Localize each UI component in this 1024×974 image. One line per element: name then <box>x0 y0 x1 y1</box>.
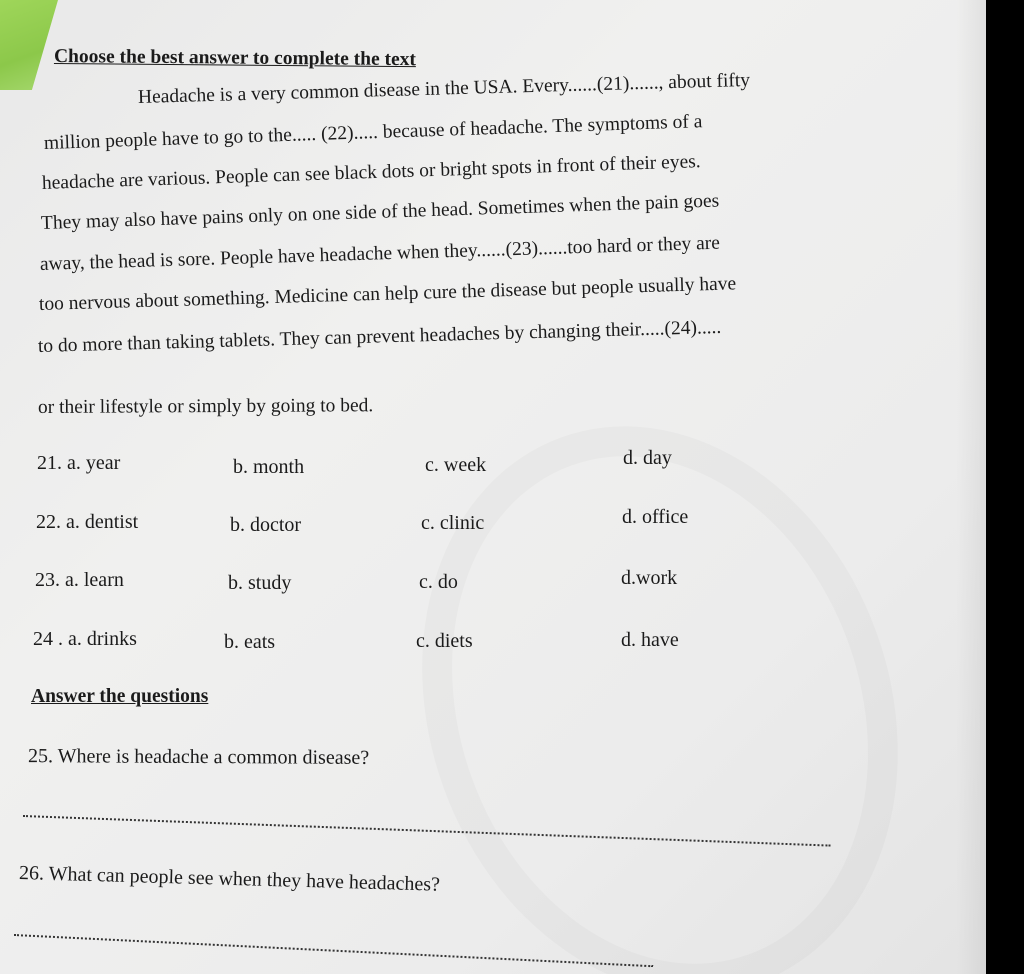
passage-line: away, the head is sore. People have headache when they......(23)......too hard or they are <box>39 232 721 275</box>
option-a: 22. a. dentist <box>36 511 139 533</box>
passage-line: Headache is a very common disease in the USA. Every......(21)......, about fifty <box>137 69 751 108</box>
option-d: d. have <box>621 629 679 651</box>
passage-line: to do more than taking tablets. They can prevent headaches by changing their.....(24)..... <box>37 316 722 357</box>
option-a: 21. a. year <box>37 452 121 474</box>
option-c: c. do <box>419 571 458 593</box>
section-title: Choose the best answer to complete the text <box>53 46 417 71</box>
answer-section-title: Answer the questions <box>31 686 209 707</box>
page-edge-shadow <box>956 0 986 974</box>
option-c: c. diets <box>416 630 473 652</box>
option-d: d.work <box>621 567 678 589</box>
option-b: b. eats <box>224 631 276 653</box>
option-d: d. day <box>623 447 672 469</box>
passage-line: or their lifestyle or simply by going to bed. <box>37 395 374 418</box>
open-question: 25. Where is headache a common disease? <box>27 745 370 769</box>
option-b: b. study <box>228 572 292 594</box>
option-c: c. clinic <box>421 512 485 534</box>
option-d: d. office <box>622 506 689 528</box>
open-question: 26. What can people see when they have headaches? <box>18 862 441 896</box>
passage-line: They may also have pains only on one side of the head. Sometimes when the pain goes <box>40 190 720 234</box>
option-b: b. doctor <box>230 514 302 536</box>
passage-line: too nervous about something. Medicine can help cure the disease but people usually have <box>38 273 737 315</box>
green-corner-background <box>0 0 58 90</box>
dark-edge <box>986 0 1024 974</box>
passage-line: headache are various. People can see black dots or bright spots in front of their eyes. <box>41 151 701 194</box>
option-a: 24 . a. drinks <box>33 628 137 650</box>
option-a: 23. a. learn <box>35 569 124 591</box>
option-c: c. week <box>425 454 487 476</box>
passage-line: million people have to go to the..... (22)..... because of headache. The symptoms of a <box>43 111 703 154</box>
option-b: b. month <box>233 456 305 478</box>
